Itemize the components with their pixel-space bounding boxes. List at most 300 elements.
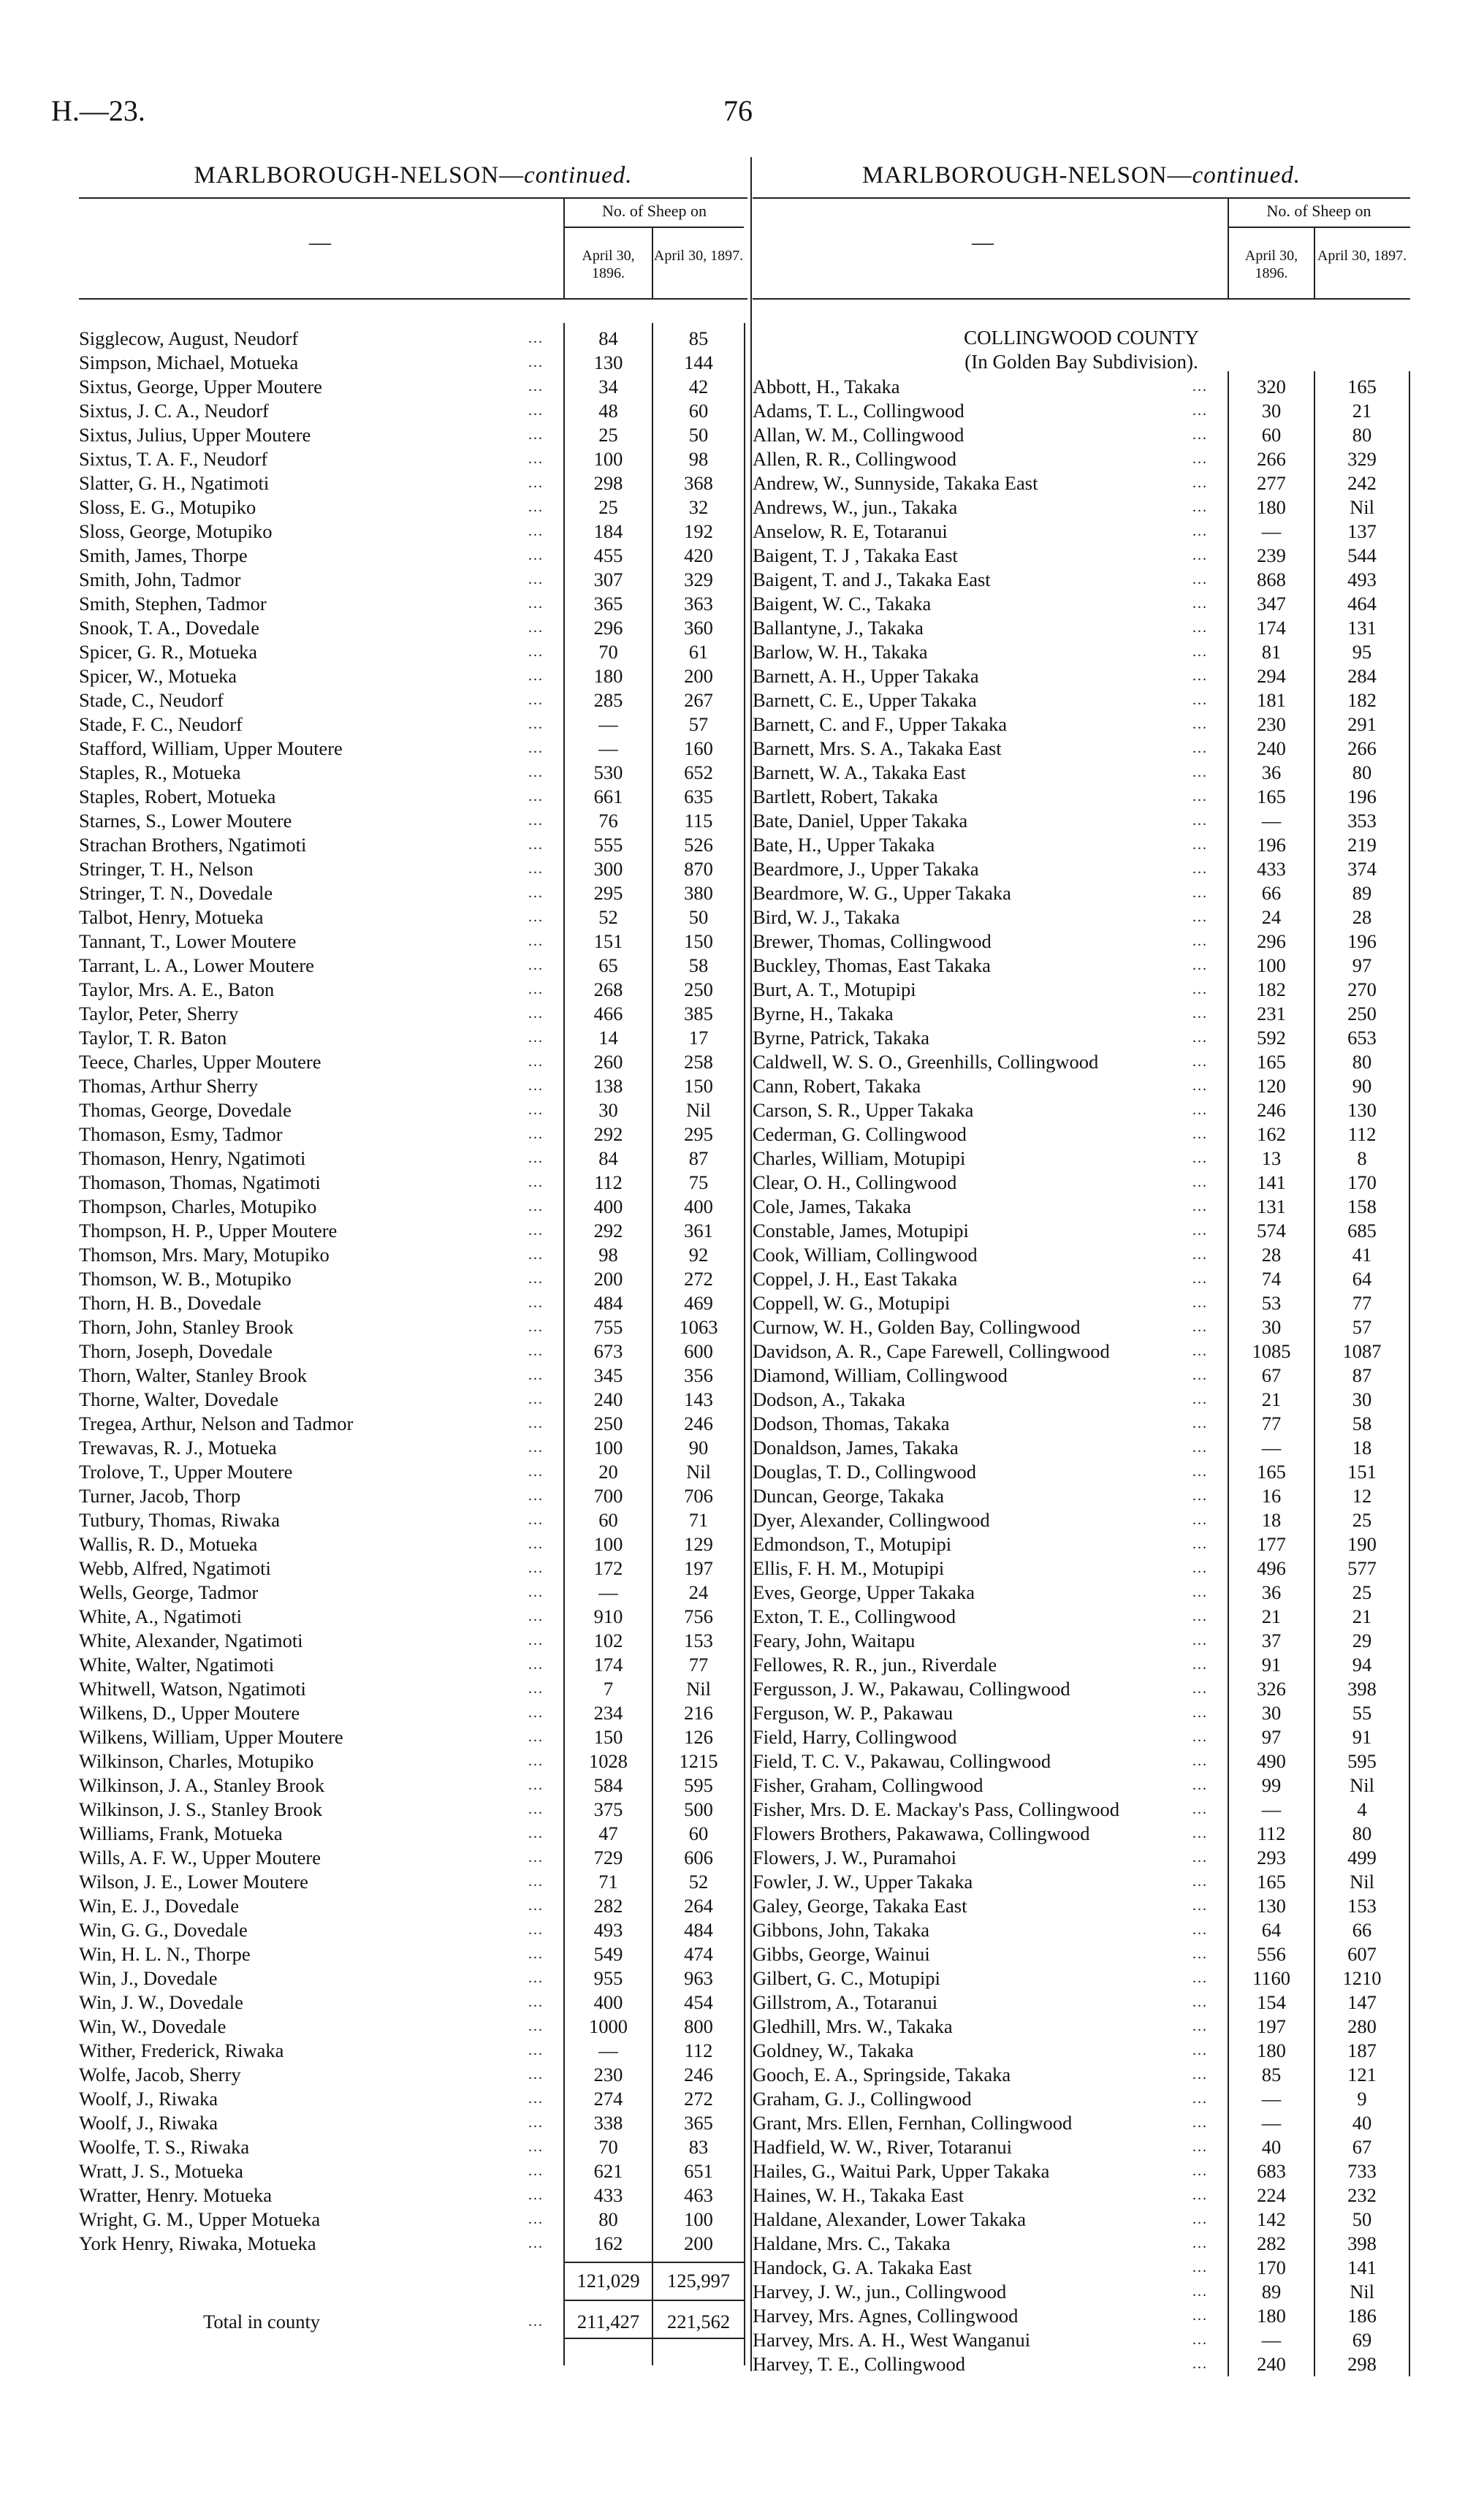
row-value-1897: 80 — [1352, 424, 1372, 446]
row-value-1896: 100 — [593, 1533, 623, 1555]
table-row — [753, 1050, 1410, 1074]
table-row — [753, 1942, 1410, 1966]
row-name: Thomason, Thomas, Ngatimoti — [79, 1171, 321, 1193]
subtotal-1896: 121,029 — [577, 2270, 640, 2292]
row-name: Charles, William, Motupipi — [753, 1147, 966, 1169]
row-name: Barnett, W. A., Takaka East — [753, 761, 967, 783]
row-value-1896: 234 — [593, 1702, 623, 1724]
row-leader-dots: ... — [528, 379, 544, 395]
sheep-on-label: No. of Sheep on — [1266, 202, 1371, 220]
table-row — [753, 1605, 1410, 1629]
row-name: Wilkens, William, Upper Moutere — [79, 1726, 343, 1748]
row-leader-dots: ... — [528, 523, 544, 539]
row-leader-dots: ... — [528, 2187, 544, 2203]
table-row — [753, 954, 1410, 978]
row-value-1896: 100 — [1257, 954, 1286, 976]
row-leader-dots: ... — [528, 1536, 544, 1552]
row-leader-dots: ... — [1192, 499, 1208, 515]
row-value-1897: 91 — [1352, 1726, 1372, 1748]
row-value-1897: 187 — [1347, 2039, 1377, 2061]
table-row — [753, 2135, 1410, 2159]
table-row — [79, 471, 747, 495]
table-row — [753, 1894, 1410, 1918]
row-name: Teece, Charles, Upper Moutere — [79, 1051, 321, 1073]
table-row — [753, 1701, 1410, 1725]
row-leader-dots: ... — [1192, 1898, 1208, 1914]
row-value-1897: 963 — [684, 1967, 713, 1989]
table-row — [79, 1942, 747, 1966]
row-value-1897: 190 — [1347, 1533, 1377, 1555]
row-value-1897: 246 — [684, 2064, 713, 2086]
row-value-1896: 294 — [1257, 665, 1286, 687]
row-value-1896: 700 — [593, 1485, 623, 1507]
table-row — [753, 1243, 1410, 1267]
row-name: Win, G. G., Dovedale — [79, 1919, 248, 1941]
table-row — [753, 1773, 1410, 1798]
row-value-1896: 89 — [1261, 2281, 1282, 2303]
table-row — [79, 2135, 747, 2159]
table-row — [753, 1171, 1410, 1195]
table-row — [79, 1991, 747, 2015]
row-leader-dots: ... — [528, 403, 544, 419]
row-leader-dots: ... — [528, 499, 544, 515]
table-row — [79, 2087, 747, 2111]
row-leader-dots: ... — [1192, 1994, 1208, 2010]
row-value-1896: 142 — [1257, 2208, 1286, 2230]
row-name: Wells, George, Tadmor — [79, 1581, 259, 1603]
row-value-1897: 95 — [1352, 641, 1372, 663]
row-value-1897: 870 — [684, 858, 713, 880]
row-value-1896: 30 — [1261, 400, 1282, 422]
table-row — [753, 1846, 1410, 1870]
col-rule — [744, 323, 745, 2365]
row-value-1897: 87 — [1352, 1364, 1372, 1386]
row-value-1896: 282 — [1257, 2232, 1286, 2254]
table-row — [79, 688, 747, 712]
row-value-1897: 295 — [684, 1123, 713, 1145]
table-row — [753, 2256, 1410, 2280]
row-value-1896: 162 — [1257, 1123, 1286, 1145]
row-leader-dots: ... — [528, 692, 544, 708]
row-leader-dots: ... — [1192, 1295, 1208, 1311]
table-row — [753, 1074, 1410, 1098]
table-row — [753, 2304, 1410, 2328]
row-name: Smith, Stephen, Tadmor — [79, 593, 267, 615]
row-value-1897: 24 — [688, 1581, 709, 1603]
row-leader-dots: ... — [1192, 2332, 1208, 2348]
row-leader-dots: ... — [528, 2067, 544, 2083]
row-value-1897: 398 — [1347, 2232, 1377, 2254]
row-name: Haines, W. H., Takaka East — [753, 2184, 964, 2206]
table-row — [79, 327, 747, 351]
row-leader-dots: ... — [528, 813, 544, 829]
row-value-1897: Nil — [686, 1678, 711, 1700]
row-leader-dots: ... — [528, 1319, 544, 1335]
row-leader-dots: ... — [1192, 1319, 1208, 1335]
row-leader-dots: ... — [528, 1753, 544, 1769]
row-leader-dots: ... — [528, 1801, 544, 1817]
row-leader-dots: ... — [1192, 837, 1208, 853]
row-leader-dots: ... — [528, 1922, 544, 1938]
row-leader-dots: ... — [528, 1729, 544, 1745]
table-row — [79, 495, 747, 520]
row-leader-dots: ... — [1192, 1705, 1208, 1721]
row-name: Douglas, T. D., Collingwood — [753, 1461, 976, 1483]
row-value-1896: 246 — [1257, 1099, 1286, 1121]
row-value-1896: 231 — [1257, 1003, 1286, 1024]
row-leader-dots: ... — [528, 1946, 544, 1962]
row-name: Goldney, W., Takaka — [753, 2039, 914, 2061]
row-value-1897: 28 — [1352, 906, 1372, 928]
row-value-1897: 385 — [684, 1003, 713, 1024]
row-name: Staples, Robert, Motueka — [79, 786, 276, 807]
row-value-1897: 147 — [1347, 1991, 1377, 2013]
table-row — [753, 881, 1410, 905]
row-leader-dots: ... — [528, 1198, 544, 1214]
table-row — [753, 1870, 1410, 1894]
table-row — [79, 1339, 747, 1364]
row-name: Cole, James, Takaka — [753, 1195, 911, 1217]
row-leader-dots: ... — [528, 1560, 544, 1576]
row-value-1897: 484 — [684, 1919, 713, 1941]
row-value-1896: 30 — [1261, 1702, 1282, 1724]
row-leader-dots: ... — [1192, 1247, 1208, 1263]
table-row — [79, 1219, 747, 1243]
row-value-1896: 74 — [1261, 1268, 1282, 1290]
row-name: Wilkinson, J. S., Stanley Brook — [79, 1798, 323, 1820]
row-value-1896: — — [1261, 520, 1282, 542]
row-leader-dots: ... — [528, 981, 544, 997]
row-leader-dots: ... — [528, 1295, 544, 1311]
table-row — [753, 1822, 1410, 1846]
row-leader-dots: ... — [528, 1150, 544, 1166]
row-name: Cook, William, Collingwood — [753, 1244, 978, 1266]
row-leader-dots: ... — [1192, 1729, 1208, 1745]
table-row — [753, 1026, 1410, 1050]
row-name: Caldwell, W. S. O., Greenhills, Collingwood — [753, 1051, 1099, 1073]
row-value-1896: 165 — [1257, 1461, 1286, 1483]
table-row — [79, 1122, 747, 1147]
row-value-1896: 224 — [1257, 2184, 1286, 2206]
row-value-1897: 356 — [684, 1364, 713, 1386]
row-value-1896: 240 — [1257, 737, 1286, 759]
row-value-1896: 555 — [593, 834, 623, 856]
row-leader-dots: ... — [1192, 620, 1208, 636]
row-value-1897: 8 — [1357, 1147, 1367, 1169]
row-value-1897: 272 — [684, 2088, 713, 2110]
row-name: Win, H. L. N., Thorpe — [79, 1943, 251, 1965]
table-row — [79, 1532, 747, 1556]
table-row — [753, 761, 1410, 785]
row-value-1896: — — [598, 713, 618, 735]
row-leader-dots: ... — [1192, 596, 1208, 612]
row-value-1897: 474 — [684, 1943, 713, 1965]
table-row — [79, 1894, 747, 1918]
row-value-1897: 18 — [1352, 1437, 1372, 1459]
table-row — [753, 905, 1410, 929]
table-row — [753, 399, 1410, 423]
row-name: Barnett, A. H., Upper Takaka — [753, 665, 979, 687]
row-name: Stafford, William, Upper Moutere — [79, 737, 343, 759]
row-leader-dots: ... — [528, 764, 544, 780]
row-leader-dots: ... — [1192, 861, 1208, 877]
row-value-1896: 285 — [593, 689, 623, 711]
row-leader-dots: ... — [528, 1849, 544, 1866]
row-leader-dots: ... — [528, 1705, 544, 1721]
row-name: Bate, H., Upper Takaka — [753, 834, 935, 856]
row-name: Galey, George, Takaka East — [753, 1895, 967, 1917]
row-leader-dots: ... — [528, 475, 544, 491]
row-name: White, Walter, Ngatimoti — [79, 1654, 275, 1676]
row-leader-dots: ... — [528, 909, 544, 925]
row-value-1897: 57 — [1352, 1316, 1372, 1338]
table-row — [753, 1556, 1410, 1581]
row-leader-dots: ... — [528, 596, 544, 612]
row-value-1897: 85 — [688, 327, 709, 349]
table-row — [79, 1918, 747, 1942]
row-leader-dots: ... — [1192, 764, 1208, 780]
left-table-header — [79, 197, 747, 300]
row-value-1897: 80 — [1352, 1051, 1372, 1073]
row-value-1897: 706 — [684, 1485, 713, 1507]
row-leader-dots: ... — [1192, 1849, 1208, 1866]
row-value-1896: 180 — [593, 665, 623, 687]
row-name: Stade, C., Neudorf — [79, 689, 224, 711]
row-value-1896: 84 — [598, 327, 618, 349]
row-value-1896: — — [598, 1581, 618, 1603]
row-value-1897: 58 — [1352, 1413, 1372, 1434]
table-row — [79, 1364, 747, 1388]
row-name: Hailes, G., Waitui Park, Upper Takaka — [753, 2160, 1050, 2182]
row-name: Thomas, George, Dovedale — [79, 1099, 292, 1121]
row-value-1896: 307 — [593, 569, 623, 590]
row-name: Fellowes, R. R., jun., Riverdale — [753, 1654, 997, 1676]
subtotal-rule — [565, 2262, 744, 2263]
row-value-1897: 160 — [684, 737, 713, 759]
row-leader-dots: ... — [1192, 1801, 1208, 1817]
row-name: Slatter, G. H., Ngatimoti — [79, 472, 270, 494]
row-name: Wratter, Henry. Motueka — [79, 2184, 272, 2206]
row-value-1896: 293 — [1257, 1847, 1286, 1868]
row-value-1897: 97 — [1352, 954, 1372, 976]
row-leader-dots: ... — [1192, 981, 1208, 997]
row-leader-dots: ... — [528, 1584, 544, 1600]
row-value-1896: 112 — [1257, 1822, 1286, 1844]
row-value-1896: 296 — [1257, 930, 1286, 952]
row-value-1897: 42 — [688, 376, 709, 398]
row-value-1896: 177 — [1257, 1533, 1286, 1555]
row-name: Davidson, A. R., Cape Farewell, Collingwood — [753, 1340, 1110, 1362]
row-name: Curnow, W. H., Golden Bay, Collingwood — [753, 1316, 1081, 1338]
row-leader-dots: ... — [1192, 1198, 1208, 1214]
row-value-1897: 272 — [684, 1268, 713, 1290]
row-value-1896: 661 — [593, 786, 623, 807]
row-value-1897: 500 — [684, 1798, 713, 1820]
row-leader-dots: ... — [528, 1030, 544, 1046]
row-value-1896: 400 — [593, 1195, 623, 1217]
row-leader-dots: ... — [1192, 1174, 1208, 1190]
right-table-body — [753, 375, 1410, 2377]
row-value-1896: 28 — [1261, 1244, 1282, 1266]
row-leader-dots: ... — [528, 740, 544, 756]
row-leader-dots: ... — [528, 451, 544, 467]
row-leader-dots: ... — [1192, 2356, 1208, 2372]
row-value-1896: 296 — [593, 617, 623, 639]
row-leader-dots: ... — [1192, 1415, 1208, 1432]
row-leader-dots: ... — [1192, 2067, 1208, 2083]
table-row — [79, 1291, 747, 1315]
row-name: Spicer, G. R., Motueka — [79, 641, 258, 663]
table-row — [753, 737, 1410, 761]
table-row — [79, 1098, 747, 1122]
row-leader-dots: ... — [528, 620, 544, 636]
row-leader-dots: ... — [1192, 1343, 1208, 1359]
row-value-1897: 153 — [1347, 1895, 1377, 1917]
total-label: Total in county — [203, 2311, 321, 2333]
row-leader-dots: ... — [1192, 451, 1208, 467]
row-value-1896: 295 — [593, 882, 623, 904]
table-row — [79, 857, 747, 881]
table-row — [79, 1195, 747, 1219]
row-value-1897: 58 — [688, 954, 709, 976]
table-row — [753, 1412, 1410, 1436]
row-value-1896: 493 — [593, 1919, 623, 1941]
row-name: Hadfield, W. W., River, Totaranui — [753, 2136, 1013, 2158]
row-name: Bartlett, Robert, Takaka — [753, 786, 938, 807]
row-value-1896: 64 — [1261, 1919, 1282, 1941]
row-value-1896: 53 — [1261, 1292, 1282, 1314]
row-value-1897: 360 — [684, 617, 713, 639]
row-name: Sixtus, Julius, Upper Moutere — [79, 424, 311, 446]
row-value-1897: 170 — [1347, 1171, 1377, 1193]
row-value-1896: 70 — [598, 2136, 618, 2158]
row-name: Harvey, Mrs. A. H., West Wanganui — [753, 2329, 1031, 2351]
row-name: Woolfe, T. S., Riwaka — [79, 2136, 250, 2158]
row-value-1897: 94 — [1352, 1654, 1372, 1676]
table-row — [79, 905, 747, 929]
row-value-1896: 347 — [1257, 593, 1286, 615]
table-row — [79, 2208, 747, 2232]
row-value-1896: 16 — [1261, 1485, 1282, 1507]
row-leader-dots: ... — [528, 1078, 544, 1094]
table-row — [79, 520, 747, 544]
row-leader-dots: ... — [1192, 885, 1208, 901]
row-leader-dots: ... — [1192, 740, 1208, 756]
row-value-1897: 291 — [1347, 713, 1377, 735]
row-value-1897: 90 — [688, 1437, 709, 1459]
row-value-1896: 433 — [593, 2184, 623, 2206]
row-leader-dots: ... — [1192, 1512, 1208, 1528]
row-leader-dots: ... — [1192, 1753, 1208, 1769]
row-leader-dots: ... — [1192, 2139, 1208, 2155]
row-value-1897: 464 — [1347, 593, 1377, 615]
row-value-1897: 66 — [1352, 1919, 1372, 1941]
row-value-1896: 549 — [593, 1943, 623, 1965]
row-value-1897: 77 — [688, 1654, 709, 1676]
row-leader-dots: ... — [1192, 788, 1208, 805]
row-value-1896: 250 — [593, 1413, 623, 1434]
row-leader-dots: ... — [1192, 1584, 1208, 1600]
row-value-1897: 652 — [684, 761, 713, 783]
row-value-1897: 75 — [688, 1171, 709, 1193]
row-value-1897: 544 — [1347, 544, 1377, 566]
row-name: Woolf, J., Riwaka — [79, 2088, 218, 2110]
row-value-1896: 180 — [1257, 2305, 1286, 2327]
table-row — [79, 1267, 747, 1291]
row-name: Beardmore, W. G., Upper Takaka — [753, 882, 1011, 904]
row-name: Tutbury, Thomas, Riwaka — [79, 1509, 281, 1531]
row-value-1896: 67 — [1261, 1364, 1282, 1386]
table-row — [753, 1484, 1410, 1508]
row-leader-dots: ... — [528, 885, 544, 901]
row-name: Thompson, Charles, Motupiko — [79, 1195, 317, 1217]
row-name: Duncan, George, Takaka — [753, 1485, 945, 1507]
row-value-1896: — — [1261, 810, 1282, 832]
row-leader-dots: ... — [1192, 1632, 1208, 1649]
table-row — [79, 1460, 747, 1484]
row-name: Trewavas, R. J., Motueka — [79, 1437, 277, 1459]
row-name: York Henry, Riwaka, Motueka — [79, 2232, 316, 2254]
row-value-1897: 32 — [688, 496, 709, 518]
table-row — [79, 1677, 747, 1701]
total-row — [79, 2310, 747, 2334]
row-value-1896: — — [598, 737, 618, 759]
col-rule — [563, 323, 565, 2365]
row-name: Sixtus, J. C. A., Neudorf — [79, 400, 269, 422]
row-value-1897: 40 — [1352, 2112, 1372, 2134]
row-value-1897: 400 — [684, 1195, 713, 1217]
row-name: Gibbons, John, Takaka — [753, 1919, 930, 1941]
row-name: Haldane, Alexander, Lower Takaka — [753, 2208, 1027, 2230]
row-name: Starnes, S., Lower Moutere — [79, 810, 292, 832]
row-leader-dots: ... — [528, 1126, 544, 1142]
row-name: Smith, John, Tadmor — [79, 569, 241, 590]
table-row — [79, 1581, 747, 1605]
row-leader-dots: ... — [1192, 2115, 1208, 2131]
row-leader-dots: ... — [528, 1223, 544, 1239]
row-value-1896: — — [1261, 2329, 1282, 2351]
row-leader-dots: ... — [528, 2115, 544, 2131]
table-row — [753, 2352, 1410, 2376]
row-value-1897: 67 — [1352, 2136, 1372, 2158]
row-value-1897: 112 — [1347, 1123, 1377, 1145]
row-value-1897: 653 — [1347, 1027, 1377, 1049]
table-row — [753, 2159, 1410, 2183]
row-value-1896: 150 — [593, 1726, 623, 1748]
row-name: Donaldson, James, Takaka — [753, 1437, 959, 1459]
row-name: Wilkinson, J. A., Stanley Brook — [79, 1774, 325, 1796]
row-name: Strachan Brothers, Ngatimoti — [79, 834, 307, 856]
row-value-1897: 158 — [1347, 1195, 1377, 1217]
table-row — [753, 688, 1410, 712]
row-leader-dots: ... — [1192, 2163, 1208, 2179]
row-name: Sixtus, T. A. F., Neudorf — [79, 448, 268, 470]
row-value-1897: 144 — [684, 351, 713, 373]
row-name: Gibbs, George, Wainui — [753, 1943, 930, 1965]
row-name: Fowler, J. W., Upper Takaka — [753, 1871, 973, 1893]
row-value-1897: 463 — [684, 2184, 713, 2206]
table-row — [79, 785, 747, 809]
row-value-1896: 683 — [1257, 2160, 1286, 2182]
row-value-1896: — — [1261, 1437, 1282, 1459]
row-value-1896: 326 — [1257, 1678, 1286, 1700]
table-row — [79, 1484, 747, 1508]
row-value-1897: 60 — [688, 400, 709, 422]
row-value-1897: 153 — [684, 1630, 713, 1651]
row-value-1897: 115 — [684, 810, 713, 832]
table-row — [753, 2063, 1410, 2087]
row-name: Gilbert, G. C., Motupipi — [753, 1967, 940, 1989]
